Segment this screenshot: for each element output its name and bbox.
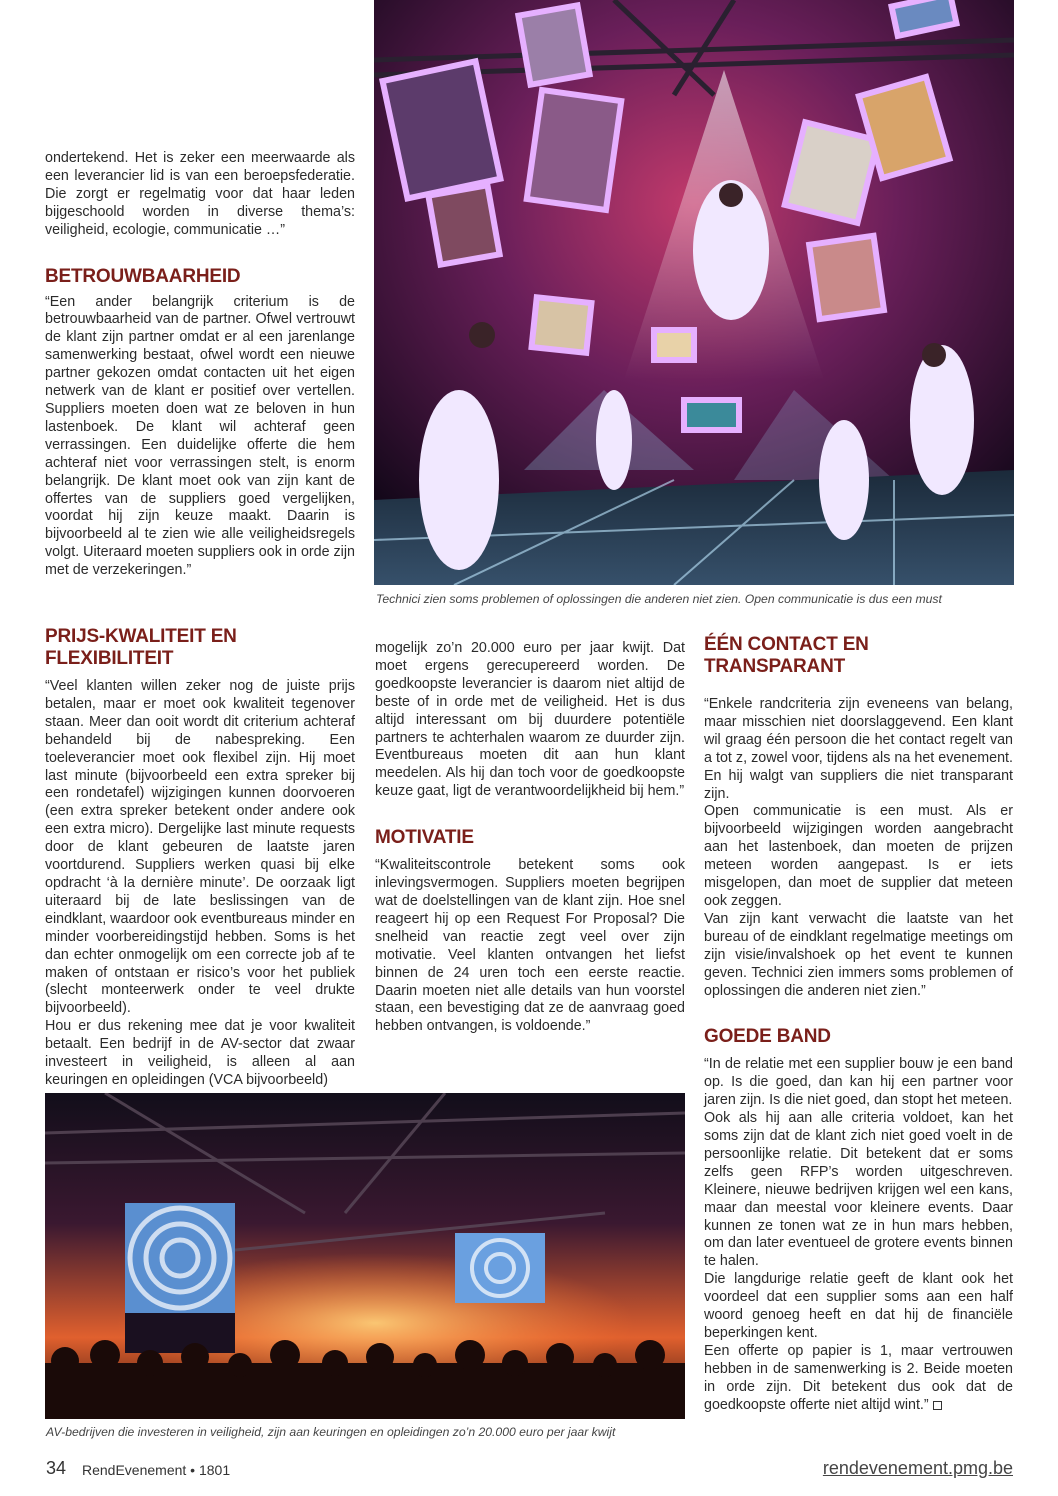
end-of-article-square-icon (933, 1401, 942, 1410)
stage-performance-photo (374, 0, 1014, 585)
top-photo-caption: Technici zien soms problemen of oplossingen die anderen niet zien. Open communicatie is dus een must (376, 592, 942, 606)
concert-illustration (45, 1093, 685, 1419)
middle-column (375, 640, 685, 1036)
website-link[interactable]: rendevenement.pmg.be (822, 1458, 1013, 1478)
middle-paragraph: mogelijk zo’n 20.000 euro per jaar kwijt. Dat moet ergens gerecupereerd worden. De goedkoopste leverancier is daarom niet altijd de beste of in orde met de veiligheid. Het is dus altijd interessant om bij duurdere potentiële partners te achterhalen waarom ze duurder zijn. Eventbureaus moeten dit aan hun klant meedelen. Als hij dan toch voor de goedkoopste keuze gaat, ligt de verantwoordelijkheid bij hem.” (375, 640, 685, 800)
left-column (45, 150, 355, 580)
heading-betrouwbaarheid: BETROUWBAARHEID (45, 265, 241, 287)
motivatie-paragraph: “Kwaliteitscontrole betekent soms ook inlevingsvermogen. Suppliers moeten begrijpen wat de doelstellingen van de klant zijn. Hoe snel reageert hij op een Request For Proposal? Die snelheid van reactie zegt veel over zijn motivatie. Veel klanten ontvangen het liefst binnen de 24 uren toch een eerste reactie. Daarin moeten niet alle details van hun voorstel staan, een bevestiging dat ze de aanvraag goed hebben ontvangen, is voldoende.” (375, 857, 685, 1035)
stage-illustration (374, 0, 1014, 585)
bottom-photo-caption: AV-bedrijven die investeren in veiligheid, zijn aan keuringen en opleidingen zo’n 20.000 euro per jaar kwijt (46, 1425, 616, 1439)
goede-band-paragraph-2: Ook als hij aan alle criteria voldoet, kan het soms zijn dat de klant zich niet goed voelt in de persoonlijke relatie. Dit betekent dat er soms zelfs geen RFP’s worden uitgeschreven. Kleinere, nieuwe bedrijven krijgen wel een kans, maar dan meestal voor kleinere events. Daar kunnen ze tonen wat ze in hun mars hebben, om dan later eventueel de grotere events binnen te halen. (704, 1110, 1013, 1270)
goede-band-paragraph-1: “In de relatie met een supplier bouw je een band op. Is die goed, dan kan hij een partner voor jaren zijn. Is die niet goed, dan stopt het meteen. (704, 1056, 1013, 1109)
concert-hall-photo (45, 1093, 685, 1419)
prijs-paragraph-2: Hou er dus rekening mee dat je voor kwaliteit betaalt. Een bedrijf in de AV-sector dat zwaar investeert in veiligheid, is alleen al aan keuringen en opleidingen (VCA bijvoorbeeld) (45, 1018, 355, 1088)
goede-band-paragraph-4 (704, 1343, 1013, 1415)
prijs-paragraph-1: “Veel klanten willen zeker nog de juiste prijs betalen, maar er moet ook kwaliteit tegenover staan. Meer dan ooit wordt dit criterium achteraf behandeld bij de nabespreking. Een toeleverancier moet ook flexibel zijn. Hij moet last minute (bijvoorbeeld een extra spreker bij een rondetafel) wijzigingen kunnen doorvoeren (een extra spreker betekent onder andere ook een extra micro). Dergelijke last minute requests door de klant gebeuren de laatste jaren voortdurend. Suppliers werken quasi bij elke opdracht ‘à la dernière minute’. De oorzaak ligt uiteraard bij de late beslissingen van de eindklant, waardoor ook eventbureaus minder en minder voorbereidingstijd hebben. Soms is het dan echter onmogelijk om een correcte job af te maken of ontstaan er risico’s voor het publiek (slecht monteerwerk onder te veel drukte bijvoorbeeld). (45, 678, 355, 1017)
goede-band-paragraph-4-text: Een offerte op papier is 1, maar vertrouwen hebben in de samenwerking is 2. Beide moeten in orde zijn. Dit betekent dus ook dat de goedkoopste offerte niet altijd wint.” (704, 1342, 1013, 1413)
prijs-column (45, 626, 355, 1090)
right-column (704, 634, 1013, 1415)
intro-paragraph: ondertekend. Het is zeker een meerwaarde als een leverancier lid is van een beroepsfederatie. Die zorgt er regelmatig voor dat haar leden bijgeschoold worden in diverse thema’s: veiligheid, ecologie, communicatie …” (45, 150, 355, 238)
magazine-issue: RendEvenement • 1801 (82, 1462, 231, 1478)
contact-paragraph-1: “Enkele randcriteria zijn eveneens van belang, maar misschien niet doorslaggevend. Een klant wil graag één persoon die het contact regelt van a tot z, zowel voor, tijdens als na het evenement. En hij walgt van suppliers die niet transparant zijn. (704, 696, 1013, 802)
heading-een-contact: ÉÉN CONTACT EN TRANSPARANT (704, 634, 869, 677)
contact-paragraph-3: Van zijn kant verwacht die laatste van het bureau of de eindklant regelmatige meetings om zijn visie/invalshoek op het event te kunnen geven. Technici zien immers soms problemen of oplossingen die anderen niet zien.” (704, 910, 1013, 999)
goede-band-paragraph-3: Die langdurige relatie geeft de klant ook het voordeel dat een supplier soms aan een half woord genoeg heeft en dat hij de financiële beperkingen kent. (704, 1271, 1013, 1341)
page-number: 34 (46, 1458, 67, 1478)
heading-prijs-kwaliteit: PRIJS-KWALITEIT EN FLEXIBILITEIT (45, 626, 237, 669)
heading-motivatie: MOTIVATIE (375, 827, 474, 849)
heading-goede-band: GOEDE BAND (704, 1026, 831, 1048)
contact-paragraph-2: Open communicatie is een must. Als er bijvoorbeeld wijzigingen worden aangebracht aan het lastenboek, dan moeten de prijzen meteen worden aangepast. Is er iets misgelopen, dan moet de supplier dat meteen ook zeggen. (704, 803, 1013, 909)
betrouwbaarheid-paragraph: “Een ander belangrijk criterium is de betrouwbaarheid van de partner. Ofwel vertrouwt de klant zijn partner omdat er al een jarenlange samenwerking bestaat, ofwel wordt een nieuwe partner gekozen omdat contacten uit het eigen netwerk van de klant er positief over vertellen. Suppliers moeten doen wat ze beloven in hun lastenboek. De klant wil achteraf geen verrassingen. Een duidelijke offerte die hem achteraf niet voor verrassingen stelt, is enorm belangrijk. De klant moet ook van zijn kant de offertes van de suppliers goed vergelijken, voordat hij zijn keuze maakt. Daarin is bijvoorbeeld al te zien wie alle veiligheidsregels volgt. Uiteraard moeten suppliers ook in orde zijn met de verzekeringen.” (45, 293, 355, 579)
